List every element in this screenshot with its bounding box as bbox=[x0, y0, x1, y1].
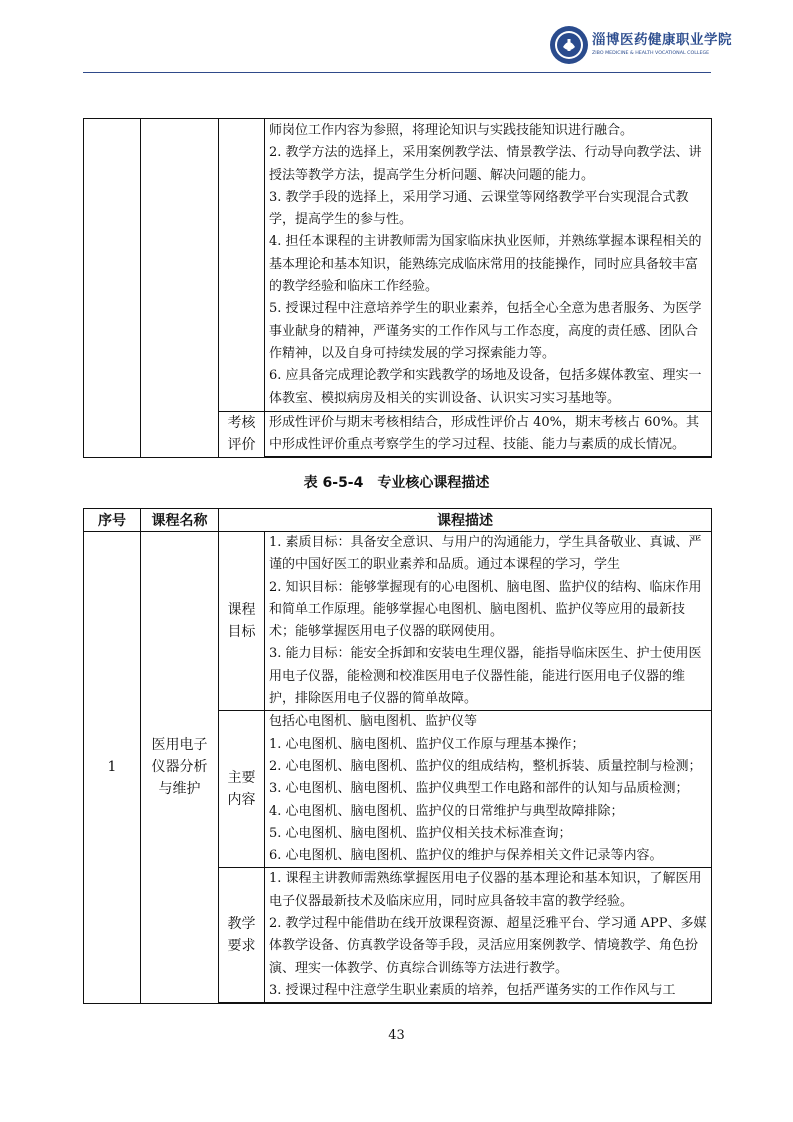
teaching-line: 师岗位工作内容为参照，将理论知识与实践技能知识进行融合。 bbox=[269, 123, 634, 138]
requirement-line: 2. 教学过程中能借助在线开放课程资源、超星泛雅平台、学习通 APP、多媒体教学设备、仿真教学设备等手段，灵活应用案例教学、情境教学、角色扮演、理实一体教学、仿真综合训练等方法进行教学。 bbox=[269, 916, 707, 976]
requirements-label: 教学要求 bbox=[227, 916, 256, 955]
page-number: 43 bbox=[388, 1028, 405, 1043]
goal-line: 1. 素质目标：具备安全意识、与用户的沟通能力，学生具备敬业、真诚、严谨的中国好医工的职业素养和品质。通过本课程的学习，学生 bbox=[269, 535, 702, 573]
header-divider bbox=[83, 72, 711, 73]
requirement-line: 3. 授课过程中注意学生职业素质的培养，包括严谨务实的工作作风与工 bbox=[269, 982, 676, 998]
goal-line: 3. 能力目标：能安全拆卸和安装电生理仪器，能指导临床医生、护士使用医用电子仪器，能检测和校准医用电子仪器性能，能进行医用电子仪器的维护，排除医用电子仪器的简单故障。 bbox=[269, 646, 702, 707]
table-header-row bbox=[84, 509, 712, 532]
college-logo-icon bbox=[549, 25, 589, 65]
teaching-line: 3. 教学手段的选择上，采用学习通、云课堂等网络教学平台实现混合式教学，提高学生的参与性。 bbox=[269, 189, 689, 228]
content-label: 主要内容 bbox=[227, 770, 256, 809]
table-row bbox=[84, 532, 712, 711]
college-name-cn: 淄博医药健康职业学院 bbox=[592, 32, 732, 48]
table-title: 表 6-5-4 专业核心课程描述 bbox=[303, 475, 490, 491]
content-label-cell bbox=[219, 711, 265, 868]
content-line: 2. 心电图机、脑电图机、监护仪的组成结构，整机拆装、质量控制与检测； bbox=[269, 758, 702, 774]
content-line: 5. 心电图机、脑电图机、监护仪相关技术标准查询； bbox=[269, 825, 572, 841]
requirements-cell bbox=[265, 868, 712, 1003]
header-number: 序号 bbox=[84, 509, 141, 532]
goals-cell bbox=[265, 532, 712, 711]
goals-label-cell bbox=[219, 532, 265, 711]
content-line: 1. 心电图机、脑电图机、监护仪工作原与理基本操作； bbox=[269, 736, 585, 752]
teaching-requirements-cell bbox=[265, 119, 712, 412]
empty-label-cell bbox=[219, 119, 265, 412]
goal-line: 2. 知识目标：能够掌握现有的心电图机、脑电图、监护仪的结构、临床作用和简单工作原理。能够掌握心电图机、脑电图机、监护仪等应用的最新技术；能够掌握医用电子仪器的联网使用。 bbox=[269, 579, 702, 640]
requirements-label-cell bbox=[219, 868, 265, 1003]
teaching-line: 2. 教学方法的选择上，采用案例教学法、情景教学法、行动导向教学法、讲授法等教学方法，提高学生分析问题、解决问题的能力。 bbox=[269, 145, 702, 183]
assessment-label: 考核评价 bbox=[219, 411, 265, 457]
empty-course-cell bbox=[141, 119, 219, 458]
core-course-table bbox=[83, 508, 712, 1004]
content-cell bbox=[265, 711, 712, 868]
course-number-cell bbox=[84, 532, 141, 1004]
course-name: 医用电子仪器分析与维护 bbox=[151, 737, 208, 798]
header-course-description: 课程描述 bbox=[219, 509, 712, 532]
assessment-cell bbox=[265, 411, 712, 457]
continued-course-table bbox=[83, 118, 712, 458]
table-row bbox=[84, 119, 712, 412]
teaching-line: 6. 应具备完成理论教学和实践教学的场地及设备，包括多媒体教室、理实一体教室、模拟病房及相关的实训设备、认识实习实习基地等。 bbox=[269, 368, 702, 406]
college-name-block bbox=[592, 28, 732, 56]
assessment-text: 形成性评价与期末考核相结合，形成性评价占 40%，期末考核占 60%。其中形成性评价重点考察学生的学习过程、技能、能力与素质的成长情况。 bbox=[269, 414, 700, 453]
teaching-line: 4. 担任本课程的主讲教师需为国家临床执业医师，并熟练掌握本课程相关的基本理论和基本知识，能熟练完成临床常用的技能操作，同时应具备较丰富的教学经验和临床工作经验。 bbox=[269, 234, 702, 295]
header-course-name: 课程名称 bbox=[141, 509, 219, 532]
content-line: 4. 心电图机、脑电图机、监护仪的日常维护与典型故障排除； bbox=[269, 803, 624, 819]
empty-number-cell bbox=[84, 119, 141, 458]
content-line: 3. 心电图机、脑电图机、监护仪典型工作电路和部件的认知与品质检测； bbox=[269, 781, 689, 797]
requirement-line: 1. 课程主讲教师需熟练掌握医用电子仪器的基本理论和基本知识，了解医用电子仪器最新技术及临床应用，同时应具备较丰富的教学经验。 bbox=[269, 871, 702, 909]
content-line: 包括心电图机、脑电图机、监护仪等 bbox=[269, 714, 478, 730]
course-number: 1 bbox=[107, 759, 117, 776]
college-name-en: ZIBO MEDICINE & HEALTH VOCATIONAL COLLEGE bbox=[592, 50, 710, 56]
course-name-cell bbox=[141, 532, 219, 1004]
teaching-line: 5. 授课过程中注意培养学生的职业素养，包括全心全意为患者服务、为医学事业献身的精神，严谨务实的工作作风与工作态度，高度的责任感、团队合作精神，以及自身可持续发展的学习探索能力等。 bbox=[269, 301, 702, 361]
content-line: 6. 心电图机、脑电图机、监护仪的维护与保养相关文件记录等内容。 bbox=[269, 848, 663, 864]
goals-label: 课程目标 bbox=[227, 602, 256, 641]
